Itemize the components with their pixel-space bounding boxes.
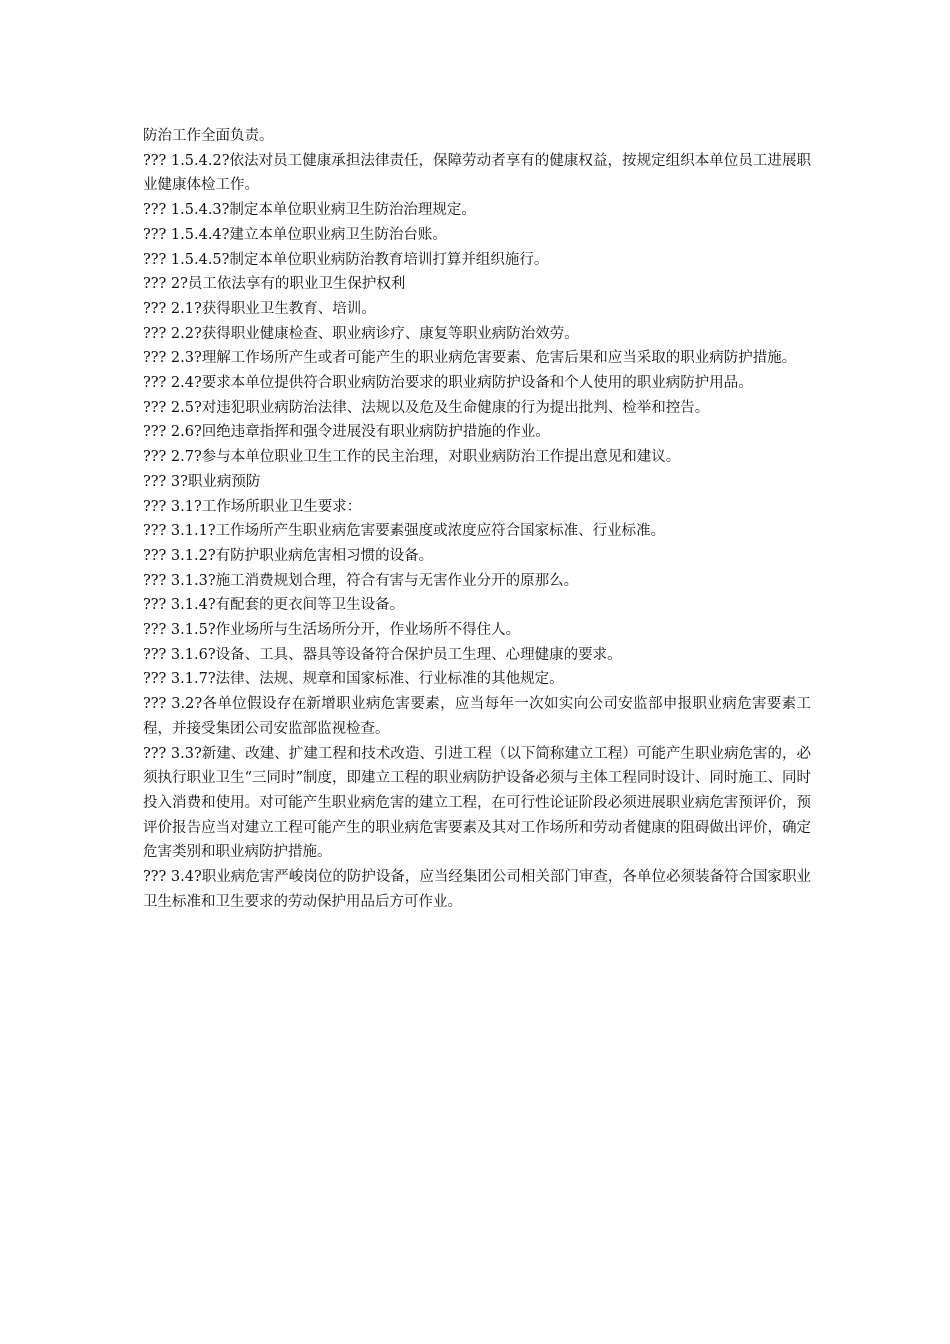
paragraph: ??? 2.2?获得职业健康检查、职业病诊疗、康复等职业病防治效劳。 xyxy=(143,325,579,342)
paragraph: ??? 2.6?回绝违章指挥和强令进展没有职业病防护措施的作业。 xyxy=(143,424,550,441)
paragraph: ??? 3.1.6?设备、工具、器具等设备符合保护员工生理、心理健康的要求。 xyxy=(143,646,622,663)
paragraph: ??? 1.5.4.2?依法对员工健康承担法律责任，保障劳动者享有的健康权益，按规定组织本单位员工进展职业健康体检工作。 xyxy=(143,152,811,194)
paragraph: ??? 3.1.1?工作场所产生职业病危害要素强度或浓度应符合国家标准、行业标准。 xyxy=(143,523,666,540)
document-body xyxy=(143,124,811,915)
paragraph: 防治工作全面负责。 xyxy=(143,128,274,144)
paragraph: ??? 2.4?要求本单位提供符合职业病防治要求的职业病防护设备和个人使用的职业病防护用品。 xyxy=(143,375,753,392)
section-heading: ??? 2?员工依法享有的职业卫生保护权利 xyxy=(143,276,406,293)
paragraph: ??? 3.1.3?施工消费规划合理，符合有害与无害作业分开的原那么。 xyxy=(143,572,579,589)
paragraph: ??? 2.3?理解工作场所产生或者可能产生的职业病危害要素、危害后果和应当采取的职业病防护措施。 xyxy=(143,350,797,367)
paragraph: ??? 3.1.7?法律、法规、规章和国家标准、行业标准的其他规定。 xyxy=(143,671,564,688)
paragraph: ??? 3.4?职业病危害严峻岗位的防护设备，应当经集团公司相关部门审查，各单位必须装备符合国家职业卫生标准和卫生要求的劳动保护用品后方可作业。 xyxy=(143,869,811,910)
paragraph: ??? 3.1.2?有防护职业病危害相习惯的设备。 xyxy=(143,547,434,564)
paragraph: ??? 1.5.4.3?制定本单位职业病卫生防治治理规定。 xyxy=(143,202,476,219)
paragraph: ??? 2.1?获得职业卫生教育、培训。 xyxy=(143,300,376,317)
paragraph: ??? 3.1.4?有配套的更衣间等卫生设备。 xyxy=(143,597,405,614)
paragraph: ??? 3.1?工作场所职业卫生要求： xyxy=(143,498,362,515)
paragraph: ??? 3.2?各单位假设存在新增职业病危害要素，应当每年一次如实向公司安监部申报职业病危害要素工程，并接受集团公司安监部监视检查。 xyxy=(143,696,811,737)
paragraph: ??? 1.5.4.5?制定本单位职业病防治教育培训打算并组织施行。 xyxy=(143,251,549,268)
paragraph: ??? 1.5.4.4?建立本单位职业病卫生防治台账。 xyxy=(143,226,447,243)
paragraph: ??? 2.5?对违犯职业病防治法律、法规以及危及生命健康的行为提出批判、检举和控告。 xyxy=(143,399,710,416)
paragraph: ??? 3.3?新建、改建、扩建工程和技术改造、引进工程（以下简称建立工程）可能产生职业病危害的，必须执行职业卫生“三同时”制度，即建立工程的职业病防护设备必须与主体工程同时设计、同时施工、同时投入消费和使用。对可能产生职业病危害的建立工程，在可行性论证阶段必须进展职业病危害预评价，预评价报告应当对建立工程可能产生的职业病危害要素及其对工作场所和劳动者健康的阻碍做出评价，确定危害类别和职业病防护措施。 xyxy=(143,745,811,861)
section-heading: ??? 3?职业病预防 xyxy=(143,473,261,490)
paragraph: ??? 2.7?参与本单位职业卫生工作的民主治理，对职业病防治工作提出意见和建议。 xyxy=(143,449,681,466)
paragraph: ??? 3.1.5?作业场所与生活场所分开，作业场所不得住人。 xyxy=(143,622,521,639)
